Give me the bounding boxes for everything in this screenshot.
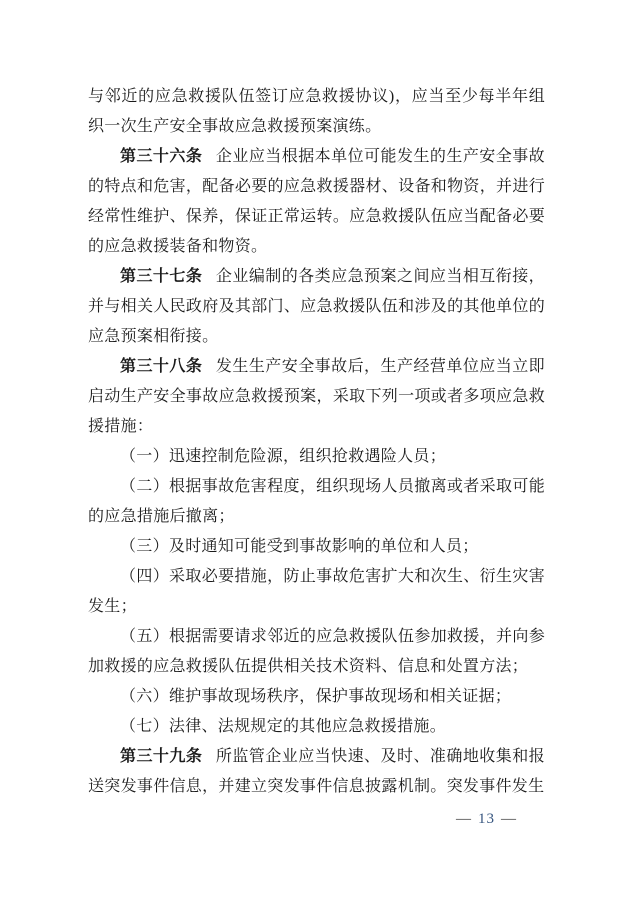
paragraph-text: 发生生产安全事故后，生产经营单位应当立即启动生产安全事故应急救援预案，采取下列一项或者多项应急救援措施： <box>88 358 545 435</box>
article-36-label: 第三十六条 <box>120 148 203 165</box>
paragraph-text: （二）根据事故危害程度，组织现场人员撤离或者采取可能的应急措施后撤离； <box>88 478 545 525</box>
article-36-paragraph <box>88 142 545 262</box>
document-body <box>88 82 545 802</box>
list-item-5 <box>88 622 545 682</box>
article-38-label: 第三十八条 <box>120 358 203 375</box>
paragraph-text: （五）根据需要请求邻近的应急救援队伍参加救援，并向参加救援的应急救援队伍提供相关技术资料、信息和处置方法； <box>88 628 545 675</box>
paragraph-text: 企业编制的各类应急预案之间应当相互衔接，并与相关人民政府及其部门、应急救援队伍和涉及的其他单位的应急预案相衔接。 <box>88 268 545 345</box>
continuation-paragraph <box>88 82 545 142</box>
paragraph-text: （四）采取必要措施，防止事故危害扩大和次生、衍生灾害发生； <box>88 568 545 615</box>
page-number-left-dash: — <box>456 811 472 827</box>
page-number-value: 13 <box>478 811 495 827</box>
list-item-2 <box>88 472 545 532</box>
article-38-paragraph <box>88 352 545 442</box>
list-item-6 <box>88 682 545 712</box>
page-number-right-dash: — <box>501 811 517 827</box>
article-39-label: 第三十九条 <box>120 748 203 765</box>
list-item-4 <box>88 562 545 622</box>
paragraph-text: 企业应当根据本单位可能发生的生产安全事故的特点和危害，配备必要的应急救援器材、设备和物资，并进行经常性维护、保养，保证正常运转。应急救援队伍应当配备必要的应急救援装备和物资。 <box>88 148 545 255</box>
article-37-paragraph <box>88 262 545 352</box>
paragraph-text: （三）及时通知可能受到事故影响的单位和人员； <box>120 538 479 555</box>
article-37-label: 第三十七条 <box>120 268 203 285</box>
page-number <box>450 808 523 830</box>
article-39-paragraph <box>88 742 545 802</box>
paragraph-text: （六）维护事故现场秩序，保护事故现场和相关证据； <box>120 688 512 705</box>
paragraph-text: （一）迅速控制危险源，组织抢救遇险人员； <box>120 448 447 465</box>
paragraph-text: 所监管企业应当快速、及时、准确地收集和报送突发事件信息，并建立突发事件信息披露机制。突发事件发生 <box>88 748 545 795</box>
list-item-1 <box>88 442 545 472</box>
paragraph-text: 与邻近的应急救援队伍签订应急救援协议)，应当至少每半年组织一次生产安全事故应急救援预案演练。 <box>88 88 545 135</box>
list-item-7 <box>88 712 545 742</box>
list-item-3 <box>88 532 545 562</box>
paragraph-text: （七）法律、法规规定的其他应急救援措施。 <box>120 718 447 735</box>
